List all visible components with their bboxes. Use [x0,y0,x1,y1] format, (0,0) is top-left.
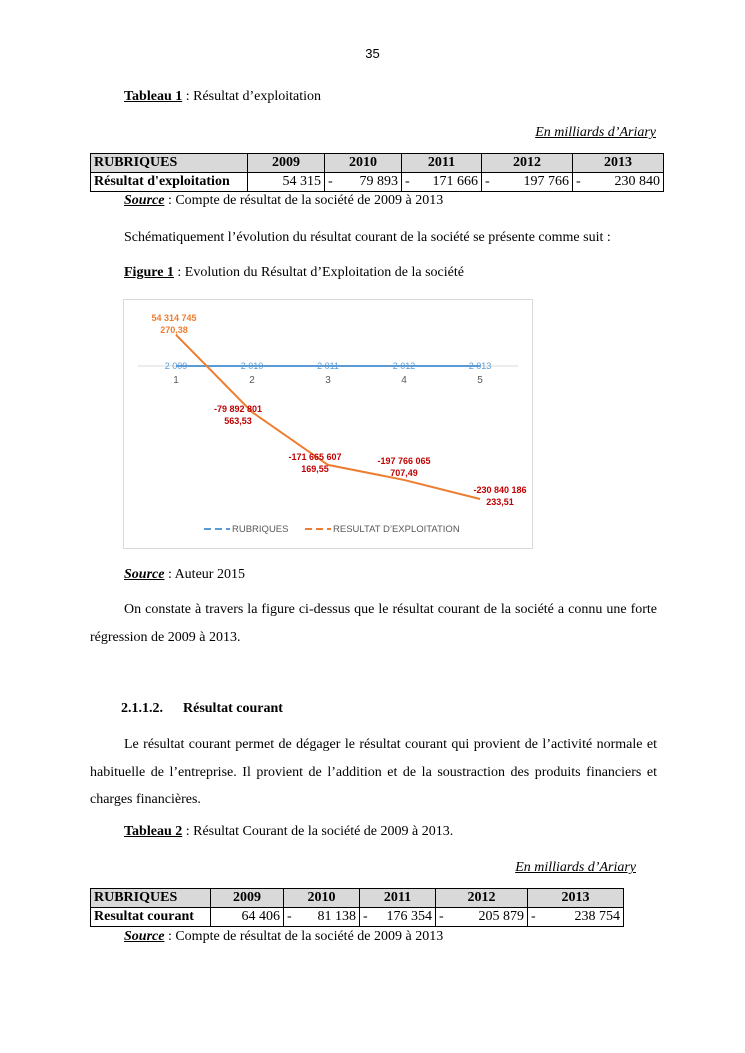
value-number: 230 840 [614,174,660,189]
table2-data-row [91,908,624,927]
table1-source-text: : Compte de résultat de la société de 2009 à 2013 [164,193,444,208]
table1-header-cell: 2012 [482,154,573,173]
table2-value-cell [284,908,360,927]
value-sign: - [531,909,536,924]
table2-header-cell: 2012 [436,889,528,908]
category-tick-label: 4 [401,375,407,387]
table1-value-cell [482,173,573,192]
data-label-rubriques: 2 012 [392,361,416,372]
page-number: 35 [365,46,380,61]
table1-header-cell: 2011 [402,154,482,173]
value-sign: - [328,174,333,189]
series-line-resultat-exploitation [176,335,480,499]
table2-header-cell: 2011 [360,889,436,908]
table2-value-cell [211,908,284,927]
value-number: 197 766 [523,174,569,189]
figure1-source [124,567,245,583]
table1-value-cell [402,173,482,192]
paragraph-2 [90,731,657,814]
table1-source [124,193,443,209]
table2-source-label: Source [124,929,165,944]
legend-label-rubriques: RUBRIQUES [232,524,289,535]
table1-header-cell: 2010 [325,154,402,173]
data-label-line: -197 766 065 [377,455,431,466]
table2-source [124,929,443,945]
table1-header-row [91,154,664,173]
table2-caption [124,824,453,840]
value-number: 171 666 [432,174,478,189]
table2-value-cell [528,908,624,927]
value-number: 54 315 [282,174,321,189]
line-chart [124,300,532,548]
table1-caption-text: : Résultat d’exploitation [182,89,322,104]
value-number: 81 138 [317,909,356,924]
figure1-chart [123,299,533,549]
section-heading [121,701,283,717]
table1-header-cell: RUBRIQUES [91,154,248,173]
table1-source-label: Source [124,193,165,208]
data-label-rubriques: 2 011 [317,361,339,372]
table1-units: En milliards d’Ariary [535,125,656,140]
data-label-line: 563,53 [224,416,252,427]
data-label-rubriques: 2 009 [164,361,188,372]
value-number: 238 754 [574,909,620,924]
data-label-line: 233,51 [486,496,514,507]
value-sign: - [485,174,490,189]
table1-data-row [91,173,664,192]
section-number: 2.1.1.2. [121,701,163,716]
data-label-rubriques: 2 010 [240,361,264,372]
data-label-resultat-exploitation [288,452,341,474]
table1-value-cell [248,173,325,192]
table1-row-label: Résultat d'exploitation [91,173,248,192]
value-sign: - [439,909,444,924]
category-tick-label: 5 [477,375,483,387]
paragraph-1 [90,596,657,651]
value-sign: - [405,174,410,189]
figure1-source-text: : Auteur 2015 [164,567,245,582]
data-label-line: -171 665 607 [288,451,342,462]
legend-label-resultat-exploitation: RESULTAT D’EXPLOITATION [333,524,460,535]
paragraph-2-text: Le résultat courant permet de dégager le résultat courant qui provient de l’activité normale et habituelle de l’entreprise. Il provient de l’addition et de la soustraction des produits financiers et charges financières. [90,737,657,807]
value-sign: - [287,909,292,924]
table2-header-cell: 2013 [528,889,624,908]
table2 [90,888,624,927]
category-tick-label: 3 [325,375,331,387]
table2-header-cell: 2009 [211,889,284,908]
data-label-resultat-exploitation [377,456,430,478]
value-sign: - [576,174,581,189]
value-number: 176 354 [386,909,432,924]
data-label-line: -230 840 186 [473,484,527,495]
table1-caption [124,89,321,105]
table1-caption-label: Tableau 1 [124,89,183,104]
value-number: 79 893 [359,174,398,189]
data-label-line: 54 314 745 [151,312,197,323]
table2-source-text: : Compte de résultat de la société de 2009 à 2013 [164,929,444,944]
category-tick-label: 2 [249,375,255,387]
table2-units: En milliards d’Ariary [515,860,636,875]
figure1-source-label: Source [124,567,165,582]
data-label-rubriques: 2 013 [468,361,492,372]
data-label-line: -79 892 801 [213,404,263,415]
table2-row-label: Resultat courant [91,908,211,927]
table2-value-cell [436,908,528,927]
section-title: Résultat courant [183,701,283,716]
data-label-resultat-exploitation [473,485,526,507]
data-label-line: 270,38 [160,324,188,335]
data-label-line: 169,55 [301,463,329,474]
table2-header-cell: 2010 [284,889,360,908]
value-number: 205 879 [478,909,524,924]
figure1-caption-text: : Evolution du Résultat d’Exploitation de la société [173,265,464,280]
category-tick-label: 1 [173,375,179,387]
table1-header-cell: 2009 [248,154,325,173]
figure1-caption-label: Figure 1 [124,265,174,280]
table1 [90,153,664,192]
paragraph-1-text: On constate à travers la figure ci-dessus que le résultat courant de la société a connu une forte régression de 2009 à 2013. [90,602,657,645]
table2-caption-text: : Résultat Courant de la société de 2009 à 2013. [182,824,454,839]
table2-header-cell: RUBRIQUES [91,889,211,908]
data-label-line: 707,49 [390,467,418,478]
table1-value-cell [325,173,402,192]
data-label-resultat-exploitation [151,313,196,335]
table1-header-cell: 2013 [573,154,664,173]
table1-value-cell [573,173,664,192]
figure1-caption [124,265,464,281]
value-sign: - [363,909,368,924]
value-number: 64 406 [241,909,280,924]
table2-caption-label: Tableau 2 [124,824,183,839]
table2-value-cell [360,908,436,927]
intro-text: Schématiquement l’évolution du résultat courant de la société se présente comme suit : [124,230,611,245]
table2-header-row [91,889,624,908]
